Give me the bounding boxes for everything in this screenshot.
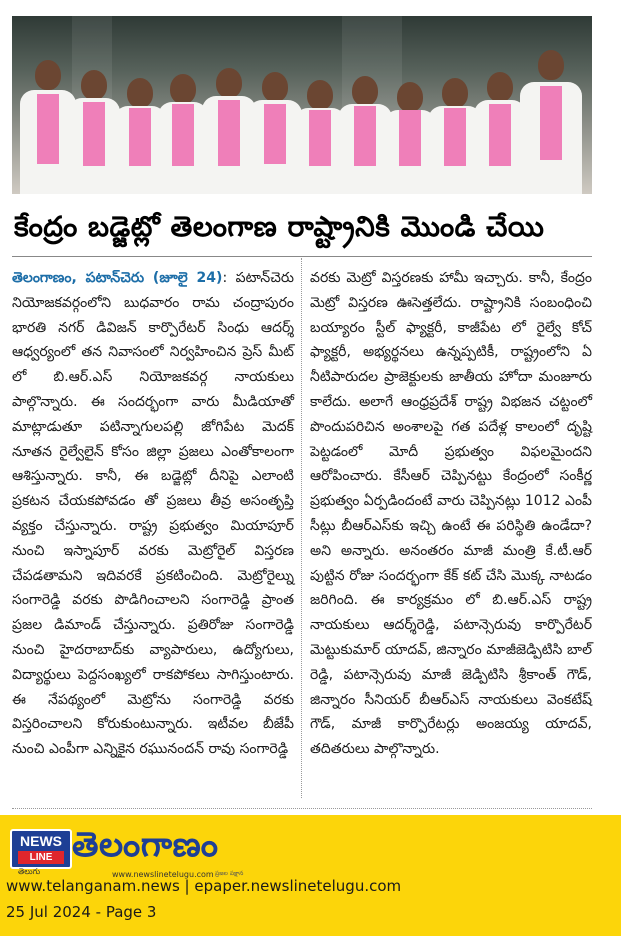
- brand-url: www.newslinetelugu.com: [112, 870, 214, 879]
- article-column-right: [310, 266, 592, 762]
- headline-divider: [12, 256, 592, 257]
- article-text-right: వరకు మెట్రో విస్తరణకు హామీ ఇచ్చారు. కానీ, కేంద్రం మెట్రో విస్తరణ ఊసెత్తలేదు. రాష్ట్రానికి సంబంధించి బయ్యారం స్టీల్ ఫ్యాక్టరీ, కాజీపేట లో రైల్వే కోచ్ ఫ్యాక్టరీ, అభ్యర్థనలు ఉన్నప్పటికీ, రాష్ట్రంలోని ఏ నీటిపారుదల ప్రాజెక్టులకు జాతీయ హోదా మంజూరు కాలేదు. అలాగే ఆంధ్రప్రదేశ్ రాష్ట్ర విభజన చట్టంలో పొందుపరిచిన అంశాలపై గత పదేళ్ల కాలంలో దృష్టి పెట్టడంలో మోదీ ప్రభుత్వం విఫలమైందని ఆరోపించారు. కేసీఆర్ చెప్పినట్టు కేంద్రంలో సంకీర్ణ ప్రభుత్వం ఏర్పడిందంటే వారు చెప్పినట్లు 1012 ఎంపీ సీట్లు బీఆర్ఎస్‌కు ఇచ్చి ఉంటే ఈ పరిస్థితి ఉండేదా? అని అన్నారు. అనంతరం మాజీ మంత్రి కే.టీ.ఆర్ పుట్టిన రోజు సందర్భంగా కేక్ కట్ చేసి మొక్క నాటడం జరిగింది. ఈ కార్యక్రమం లో బి.ఆర్.ఎస్ రాష్ట్ర నాయకులు ఆదర్శ్‌రెడ్డి, పటాన్సెరువు కార్పొరేటర్ మెట్టుకుమార్ యాదవ్, జిన్నారం మాజీజెడ్పిటిసి బాల్ రెడ్డి, పటాన్సెరువు మాజీ జెడ్పిటిసి శ్రీకాంత్ గౌడ్, జిన్నారం సీనియర్ బీఆర్ఎస్ నాయకులు వెంకటేష్ గౌడ్, మాజీ కార్పొరేటర్లు అంజయ్య యాదవ్, తదితరులు పాల్గొన్నారు.: [310, 270, 592, 758]
- dateline: తెలంగాణం, పటాన్‌చెరు (జూలై 24): [12, 270, 223, 286]
- date-page: 25 Jul 2024 - Page 3: [6, 903, 157, 921]
- newsline-logo: [10, 829, 72, 869]
- source-line: www.telanganam.news | epaper.newslinetelugu.com: [6, 877, 402, 895]
- headline: కేంద్రం బడ్జెట్లో తెలంగాణ రాష్ట్రానికి మొండి చేయి: [14, 210, 545, 243]
- group-photo: [12, 16, 592, 194]
- column-divider: [301, 258, 302, 798]
- newsline-logo-top: NEWS: [20, 833, 62, 849]
- article-column-left: [12, 266, 294, 762]
- newsline-sub: తెలుగు: [18, 867, 41, 876]
- article-bottom-divider: [12, 808, 592, 809]
- brand-name: తెలంగాణం: [72, 825, 219, 865]
- newsline-logo-bottom: LINE: [18, 851, 64, 864]
- article-text-left: : పటాన్‌చెరు నియోజకవర్గంలోని బుధవారం రామ చంద్రాపురం భారతి నగర్ డివిజన్ కార్పొరేటర్ సింధు ఆదర్శ్ ఆధ్వర్యంలో తన నివాసంలో నిర్వహించిన ప్రెస్ మీట్ లో బి.ఆర్.ఎస్ నియోజకవర్గ నాయకులు పాల్గొన్నారు. ఈ సందర్భంగా వారు మీడియాతో మాట్లాడుతూ పటిన్నాగులపల్లి జోగిపేట మెదక్ నూతన రైల్వేలైన్ కోసం జిల్లా ప్రజలు ఎంతోకాలంగా ఆశిస్తున్నారు. కానీ, ఈ బడ్జెట్లో దీనిపై ఎలాంటి ప్రకటన చేయకపోవడం తో ప్రజలు తీవ్ర అసంతృప్తి వ్యక్తం చేస్తున్నారు. రాష్ట్ర ప్రభుత్వం మియాపూర్ నుంచి ఇస్నాపూర్ వరకు మెట్రోరైల్ విస్తరణ చేపడతామని ఇదివరకే ప్రకటించింది. మెట్రోరైల్ను సంగారెడ్డి వరకు పొడిగించాలని సంగారెడ్డి ప్రాంత ప్రజల డిమాండ్ చేస్తున్నారు. ప్రతిరోజు సంగారెడ్డి నుంచి హైదరాబాద్‌కు వ్యాపారులు, ఉద్యోగులు, విద్యార్థులు పెద్దసంఖ్యలో రాకపోకలు సాగిస్తుంటారు. ఈ నేపథ్యంలో మెట్రోను సంగారెడ్డి వరకు విస్తరించాలని కోరుకుంటున్నారు. ఇటీవల బీజేపీ నుంచి ఎంపీగా ఎన్నికైన రఘునందన్ రావు సంగారెడ్డి: [12, 270, 294, 758]
- brand-tagline: ప్రజల పక్షాన: [215, 870, 244, 877]
